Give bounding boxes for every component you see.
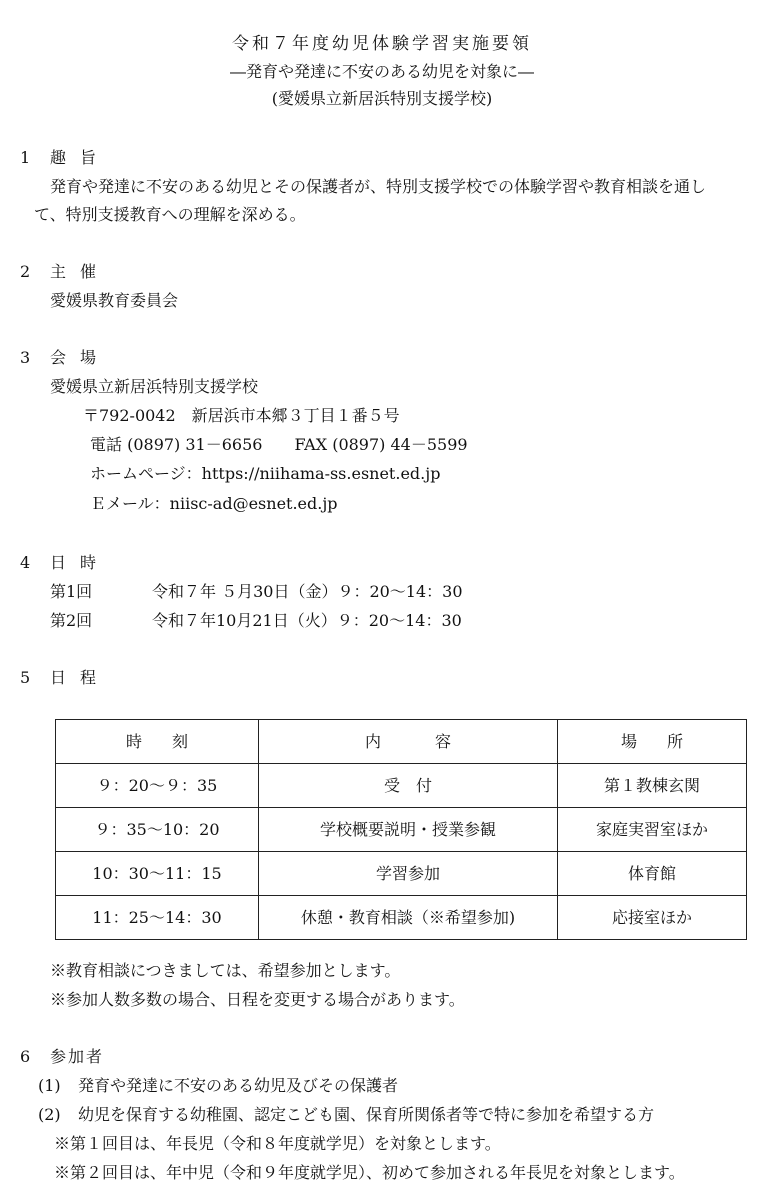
participant-note-1: ※第１回目は、年長児（令和８年度就学児）を対象とします。	[54, 1134, 501, 1153]
row-content: 休憩・教育相談（※希望参加)	[259, 896, 558, 940]
schedule-table	[55, 719, 747, 940]
table-row	[56, 808, 747, 852]
schedule-note-1: ※教育相談につきましては、希望参加とします。	[50, 961, 401, 980]
section-2-number: 2	[20, 262, 31, 281]
row-time: 10：30～11：15	[56, 852, 259, 896]
participant-2-text: 幼児を保育する幼稚園、認定こども園、保育所関係者等で特に参加を希望する方	[78, 1105, 655, 1124]
section-3-heading: 会場	[50, 348, 111, 367]
session-2-label: 第2回	[50, 611, 93, 630]
venue-email: Ｅメール：niisc-ad@esnet.ed.jp	[90, 494, 338, 513]
purpose-text-line1: 発育や発達に不安のある幼児とその保護者が、特別支援学校での体験学習や教育相談を通し	[50, 177, 707, 196]
section-1-heading: 趣旨	[50, 148, 111, 167]
venue-homepage: ホームページ：https://niihama-ss.esnet.ed.jp	[90, 464, 441, 483]
row-place: 体育館	[558, 852, 747, 896]
participant-note-2: ※第２回目は、年中児（令和９年度就学児）、初めて参加される年長児を対象とします。	[54, 1163, 685, 1182]
row-place: 応接室ほか	[558, 896, 747, 940]
participant-1-text: 発育や発達に不安のある幼児及びその保護者	[78, 1076, 399, 1095]
section-4-heading: 日時	[50, 553, 111, 572]
section-4-number: 4	[20, 553, 31, 572]
row-content: 学校概要説明・授業参観	[259, 808, 558, 852]
row-place: 第１教棟玄関	[558, 764, 747, 808]
column-header-place: 場所	[558, 720, 747, 764]
session-1-datetime: 令和７年 ５月30日（金）９：20～14：30	[152, 582, 463, 601]
row-place: 家庭実習室ほか	[558, 808, 747, 852]
venue-name: 愛媛県立新居浜特別支援学校	[50, 377, 259, 396]
section-3-number: 3	[20, 348, 31, 367]
document-subtitle: ―発育や発達に不安のある幼児を対象に―	[229, 62, 534, 81]
section-5-heading: 日程	[50, 668, 111, 687]
section-2-heading: 主催	[50, 262, 111, 281]
column-header-content: 内容	[259, 720, 558, 764]
row-content: 受 付	[259, 764, 558, 808]
participant-1-number: (1)	[38, 1076, 61, 1095]
column-header-time: 時刻	[56, 720, 259, 764]
row-time: 11：25～14：30	[56, 896, 259, 940]
table-header-row	[56, 720, 747, 764]
school-name: (愛媛県立新居浜特別支援学校)	[271, 89, 493, 108]
document-title: 令和７年度幼児体験学習実施要領	[232, 34, 532, 54]
row-time: ９：20～９：35	[56, 764, 259, 808]
row-content: 学習参加	[259, 852, 558, 896]
section-5-number: 5	[20, 668, 31, 687]
section-1-number: 1	[20, 148, 31, 167]
table-row	[56, 852, 747, 896]
participant-2-number: (2)	[38, 1105, 61, 1124]
session-2-datetime: 令和７年10月21日（火）９：20～14：30	[152, 611, 462, 630]
table-row	[56, 896, 747, 940]
venue-address: 〒792-0042 新居浜市本郷３丁目１番５号	[83, 406, 400, 425]
section-6-number: 6	[20, 1047, 31, 1066]
venue-phone-fax: 電話 (0897) 31－6656 FAX (0897) 44－5599	[90, 435, 468, 454]
schedule-note-2: ※参加人数多数の場合、日程を変更する場合があります。	[50, 990, 465, 1009]
row-time: ９：35～10：20	[56, 808, 259, 852]
table-row	[56, 764, 747, 808]
session-1-label: 第1回	[50, 582, 93, 601]
section-6-heading: 参加者	[50, 1047, 105, 1066]
purpose-text-line2: て、特別支援教育への理解を深める。	[34, 205, 306, 224]
organizer-name: 愛媛県教育委員会	[50, 291, 179, 310]
